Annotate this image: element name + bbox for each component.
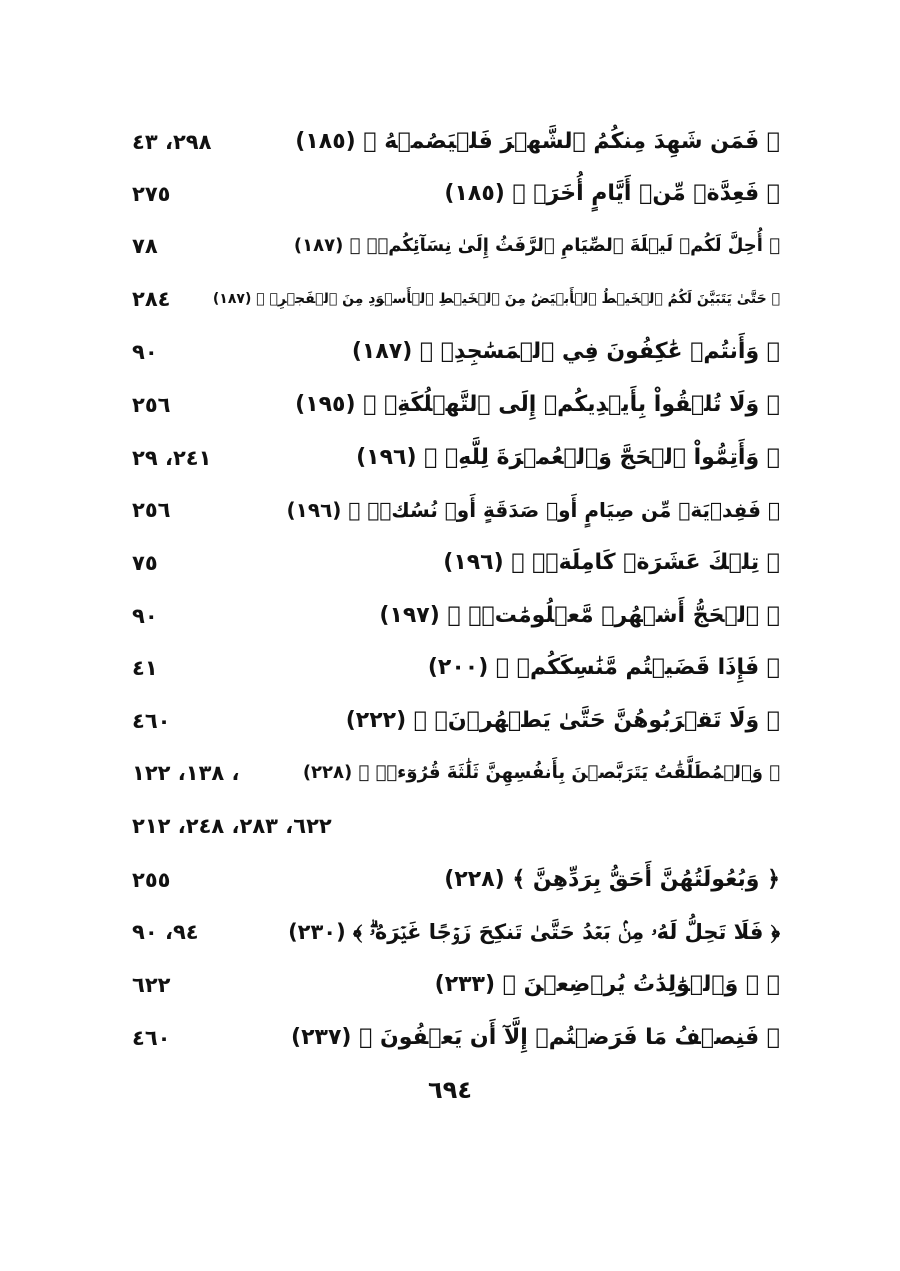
verse-text: ﴿ أُحِلَّ لَكُمۡ لَيۡلَةَ ٱلصِّيَامِ ٱلرَّفَثُ إِلَىٰ نِسَآئِكُمۡۚ ﴾ (١٨٧) [293, 235, 780, 256]
index-entry [120, 543, 780, 583]
index-entry [120, 122, 780, 162]
index-entry [120, 596, 780, 636]
verse-text: ﴿ فَلَا تَحِلُّ لَهُۥ مِنۢ بَعۡدُ حَتَّىٰ تَنكِحَ زَوۡجًا غَيۡرَهُۥۗ ﴾ (٢٣٠) [288, 920, 780, 944]
page-references: ٧٨ [132, 234, 158, 258]
page-references: ٢٥٦ [132, 393, 171, 417]
index-entry [120, 806, 780, 846]
index-entry [120, 860, 780, 900]
verse-text: ﴿ فَنِصۡفُ مَا فَرَضۡتُمۡ إِلَّآ أَن يَعۡفُونَ ﴾ (٢٣٧) [291, 1025, 780, 1050]
index-entry [120, 912, 780, 952]
page-references: ٤٦٠ [132, 709, 171, 733]
page-number: ٦٩٤ [428, 1076, 472, 1104]
index-entry [120, 174, 780, 214]
verse-text: ﴿ وَلَا تُلۡقُواْ بِأَيۡدِيكُمۡ إِلَى ٱلتَّهۡلُكَةِۛ ﴾ (١٩٥) [295, 392, 780, 417]
index-entry [120, 753, 780, 793]
page-references: ٩٠ [132, 604, 158, 628]
page-references: ٢٨٤ [132, 287, 171, 311]
index-entry [120, 490, 780, 530]
index-entry [120, 279, 780, 319]
index-entry [120, 226, 780, 266]
verse-text: ﴿ حَتَّىٰ يَتَبَيَّنَ لَكُمُ ٱلۡخَيۡطُ ٱلۡأَبۡيَضُ مِنَ ٱلۡخَيۡطِ ٱلۡأَسۡوَدِ مِنَ ٱلۡفَجۡرِۖ ﴾ (١٨٧) [212, 291, 780, 307]
page-references: ٤٦٠ [132, 1026, 171, 1050]
index-entry [120, 701, 780, 741]
verse-text: ﴿ فَعِدَّةٞ مِّنۡ أَيَّامٍ أُخَرَۗ ﴾ (١٨٥) [444, 181, 780, 206]
verse-text: ﴿ وَٱلۡمُطَلَّقَٰتُ يَتَرَبَّصۡنَ بِأَنفُسِهِنَّ ثَلَٰثَةَ قُرُوٓءٖۚ ﴾ (٢٢٨) [302, 762, 780, 783]
verse-text: ﴿ فَإِذَا قَضَيۡتُم مَّنَٰسِكَكُمۡ ﴾ (٢٠٠) [427, 655, 780, 680]
index-entry [120, 648, 780, 688]
index-entry [120, 438, 780, 478]
verse-text: ﴿ وَبُعُولَتُهُنَّ أَحَقُّ بِرَدِّهِنَّ ﴾ (٢٢٨) [444, 867, 780, 892]
page-references: ٢٥٥ [132, 868, 171, 892]
verse-text: ﴿ وَأَتِمُّواْ ٱلۡحَجَّ وَٱلۡعُمۡرَةَ لِلَّهِۚ ﴾ (١٩٦) [356, 445, 780, 470]
index-entry [120, 385, 780, 425]
page-references: ٧٥ [132, 551, 158, 575]
page-references: ٢٥٦ [132, 498, 171, 522]
verse-text: ﴿ ۞ وَٱلۡوَٰلِدَٰتُ يُرۡضِعۡنَ ﴾ (٢٣٣) [434, 972, 780, 997]
page-references: ٩٠ [132, 340, 158, 364]
verse-text: ﴿ وَأَنتُمۡ عَٰكِفُونَ فِي ٱلۡمَسَٰجِدِۗ ﴾ (١٨٧) [351, 339, 780, 364]
verse-text: ﴿ فَفِدۡيَةٞ مِّن صِيَامٍ أَوۡ صَدَقَةٍ أَوۡ نُسُكٖۚ ﴾ (١٩٦) [286, 498, 780, 522]
index-entry [120, 965, 780, 1005]
page-references: ٩٤، ٩٠ [132, 920, 199, 944]
page-references: ٤١ [132, 656, 158, 680]
index-entry [120, 332, 780, 372]
verse-text: ﴿ فَمَن شَهِدَ مِنكُمُ ٱلشَّهۡرَ فَلۡيَصُمۡهُ ﴾ (١٨٥) [295, 129, 780, 154]
index-entry [120, 1018, 780, 1058]
page-references: ٢٧٥ [132, 182, 171, 206]
page-references: ٦٢٢، ٢٨٣، ٢٤٨، ٢١٢ [132, 814, 332, 838]
verse-text: ﴿ ٱلۡحَجُّ أَشۡهُرٞ مَّعۡلُومَٰتٞۚ ﴾ (١٩٧) [379, 603, 780, 628]
page-references: ، ١٣٨، ١٢٢ [132, 761, 240, 785]
page-references: ٢٤١، ٢٩ [132, 446, 212, 470]
page-references: ٦٢٢ [132, 973, 171, 997]
page-references: ٢٩٨، ٤٣ [132, 130, 212, 154]
verse-text: ﴿ تِلۡكَ عَشَرَةٞ كَامِلَةٞۗ ﴾ (١٩٦) [443, 550, 780, 575]
verse-text: ﴿ وَلَا تَقۡرَبُوهُنَّ حَتَّىٰ يَطۡهُرۡنَۖ ﴾ (٢٢٢) [345, 708, 780, 733]
